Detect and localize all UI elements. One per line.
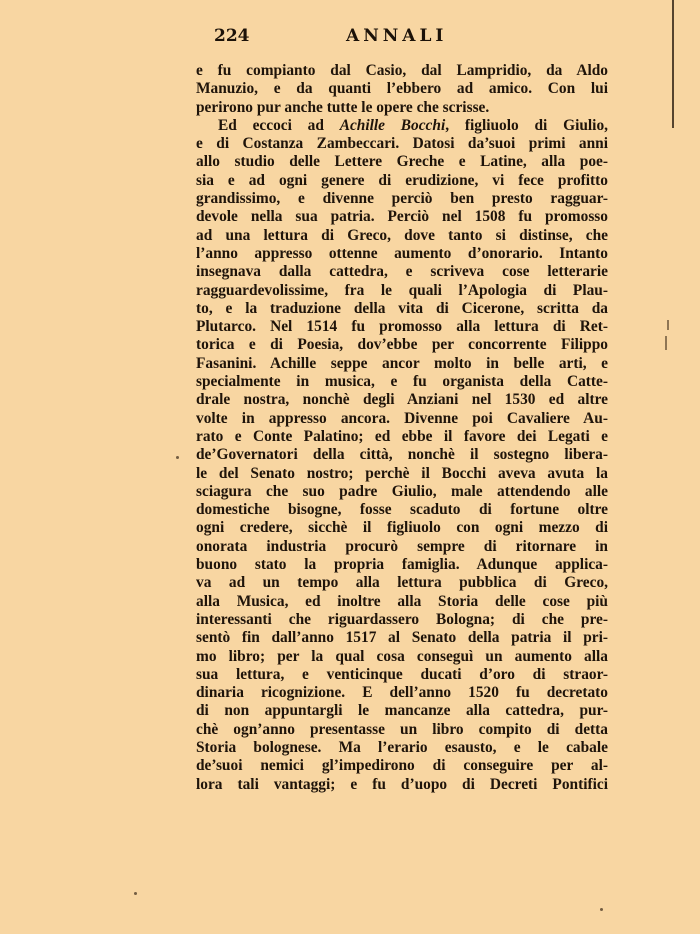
ink-speck xyxy=(176,456,179,459)
text-line: perirono pur anche tutte le opere che scrisse. xyxy=(196,98,490,116)
text-line: alla Musica, ed inoltre alla Storia delle cose più xyxy=(196,592,608,610)
text-line: ogni credere, sicchè il figliuolo con ogni mezzo di xyxy=(196,519,608,537)
ink-speck xyxy=(600,908,603,911)
text-span: , figliuolo di Giulio, xyxy=(445,116,608,134)
text-line: ragguardevolissime, fra le quali l’Apologia di Plau- xyxy=(196,281,608,299)
text-line xyxy=(196,117,608,135)
text-line: onorata industria procurò sempre di ritornare in xyxy=(196,537,608,555)
page-number: 224 xyxy=(214,26,250,46)
text-line: sia e ad ogni genere di erudizione, vi fece profitto xyxy=(196,171,608,189)
text-line: Plutarco. Nel 1514 fu promosso alla lettura di Ret- xyxy=(196,318,608,336)
text-line: Fasanini. Achille seppe ancor molto in belle arti, e xyxy=(196,354,608,372)
text-line: allo studio delle Lettere Greche e Latine, alla poe- xyxy=(196,153,608,171)
ink-speck xyxy=(134,892,137,895)
text-line: Manuzio, e da quanti l’ebbero ad amico. Con lui xyxy=(196,80,608,98)
text-line: mo libro; per la qual cosa conseguì un aumento alla xyxy=(196,647,608,665)
binding-edge xyxy=(672,0,674,128)
page-header xyxy=(196,26,608,48)
text-line: volte in appresso ancora. Divenne poi Cavaliere Au- xyxy=(196,409,608,427)
text-line: sciagura che suo padre Giulio, male attendendo alle xyxy=(196,482,608,500)
text-line: l’anno appresso ottenne aumento d’onorario. Intanto xyxy=(196,244,608,262)
text-line: de’suoi nemici gl’impedirono di conseguire per al- xyxy=(196,757,608,775)
text-line: to, e la traduzione della vita di Cicerone, scritta da xyxy=(196,299,608,317)
text-line: e di Costanza Zambeccari. Datosi da’suoi primi anni xyxy=(196,135,608,153)
body-text xyxy=(196,62,608,794)
text-line: buono stato la propria famiglia. Adunque applica- xyxy=(196,556,608,574)
text-line: interessanti che riguardassero Bologna; di che pre- xyxy=(196,610,608,628)
text-line: torica e di Poesia, dov’ebbe per concorrente Filippo xyxy=(196,336,608,354)
text-line: va ad un tempo alla lettura pubblica di Greco, xyxy=(196,574,608,592)
text-line: devole nella sua patria. Perciò nel 1508 fu promosso xyxy=(196,208,608,226)
text-line: ad una lettura di Greco, dove tanto si distinse, che xyxy=(196,226,608,244)
text-line: domestiche bisogne, fosse scaduto di fortune oltre xyxy=(196,501,608,519)
margin-mark xyxy=(667,320,669,330)
text-line: dinaria ricognizione. E dell’anno 1520 fu decretato xyxy=(196,684,608,702)
text-line: de’Governatori della città, nonchè il sostegno libera- xyxy=(196,446,608,464)
text-line: di non appuntargli le mancanze alla cattedra, pur- xyxy=(196,702,608,720)
text-line: chè ogn’anno presentasse un libro compito di detta xyxy=(196,720,608,738)
text-line: drale nostra, nonchè degli Anziani nel 1530 ed altre xyxy=(196,391,608,409)
running-head: ANNALI xyxy=(346,26,448,46)
text-line: grandissimo, e divenne perciò ben presto ragguar- xyxy=(196,190,608,208)
text-line: sentò fin dall’anno 1517 al Senato della patria il pri- xyxy=(196,629,608,647)
text-line: specialmente in musica, e fu organista della Catte- xyxy=(196,373,608,391)
text-line: lora tali vantaggi; e fu d’uopo di Decreti Pontifici xyxy=(196,775,608,793)
text-line: e fu compianto dal Casio, dal Lampridio, da Aldo xyxy=(196,62,608,79)
text-span: Ed eccoci ad xyxy=(218,116,340,134)
text-line: le del Senato nostro; perchè il Bocchi aveva avuta la xyxy=(196,464,608,482)
text-line: Storia bolognese. Ma l’erario esausto, e le cabale xyxy=(196,738,608,756)
text-line: sua lettura, e venticinque ducati d’oro di straor- xyxy=(196,665,608,683)
margin-mark xyxy=(665,336,667,350)
italic-name: Achille Bocchi xyxy=(339,116,446,134)
text-line: insegnava dalla cattedra, e scriveva cose letterarie xyxy=(196,263,608,281)
text-line: rato e Conte Palatino; ed ebbe il favore dei Legati e xyxy=(196,427,608,445)
